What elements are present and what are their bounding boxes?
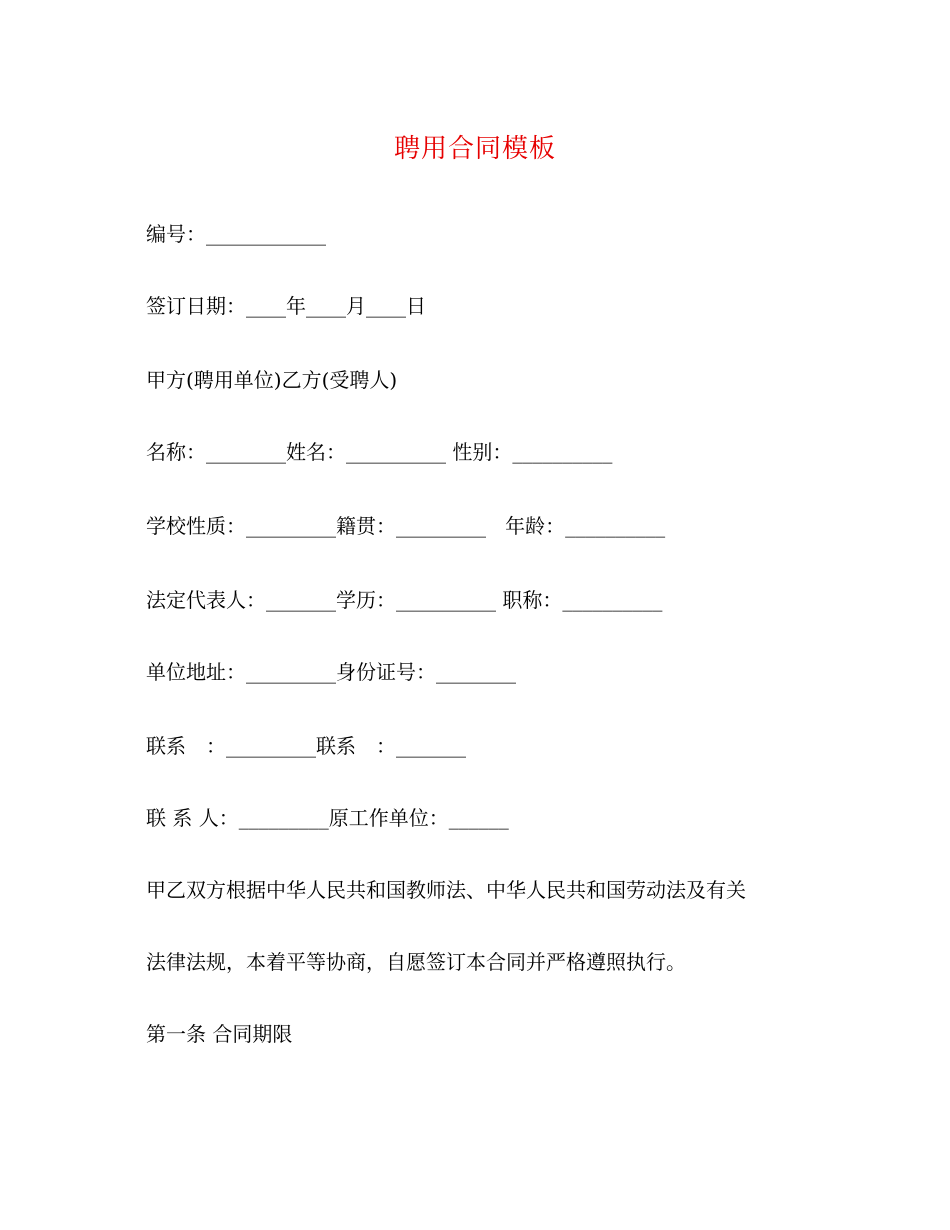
document-title: 聘用合同模板: [393, 134, 556, 164]
legal-rep-line: 法定代表人：_______学历：__________ 职称：__________: [146, 588, 663, 612]
contract-number-line: 编号：____________: [146, 222, 326, 246]
name-gender-line: 名称：________姓名：__________ 性别：__________: [146, 440, 613, 464]
parties-heading: 甲方(聘用单位)乙方(受聘人): [146, 368, 398, 392]
school-nature-line: 学校性质：_________籍贯：_________ 年龄：__________: [146, 514, 666, 538]
article-one-heading: 第一条 合同期限: [146, 1022, 293, 1046]
body-paragraph-line-2: 法律法规，本着平等协商，自愿签订本合同并严格遵照执行。: [146, 950, 686, 974]
body-paragraph-line-1: 甲乙双方根据中华人民共和国教师法、中华人民共和国劳动法及有关: [146, 878, 746, 902]
signing-date-line: 签订日期：____年____月____日: [146, 294, 426, 318]
contact-person-line: 联 系 人：_________原工作单位：______: [146, 806, 509, 830]
address-id-line: 单位地址：_________身份证号：________: [146, 660, 516, 684]
contact-line: 联系 ：_________联系 ：_______: [146, 734, 466, 758]
